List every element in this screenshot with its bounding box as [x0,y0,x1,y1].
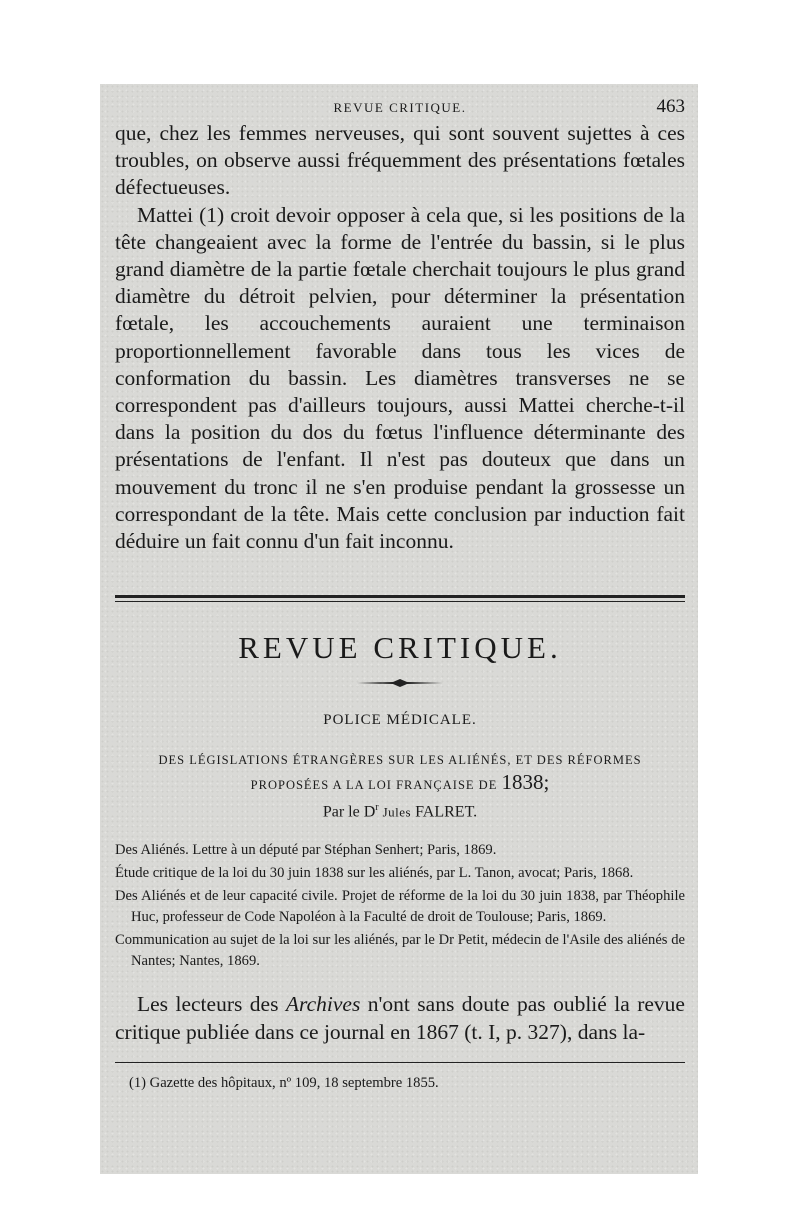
article-subtitle-line1: DES LÉGISLATIONS ÉTRANGÈRES SUR LES ALIÉNÉS, ET DES RÉFORMES [158,753,642,768]
author-first-name: Jules [382,804,412,820]
section-subhead: POLICE MÉDICALE. [323,712,477,729]
article-subtitle [115,749,685,796]
body-paragraph-mattei: Mattei (1) croit devoir opposer à cela que, si les positions de la tête changeaient avec la forme de l'entrée du bassin, si le plus grand diamètre de la partie fœtale cherchait toujours le plus grand diamètre du détroit pelvien, pour déterminer la présentation fœtale, les accouchements auraient une terminaison proportionnellement favorable dans tous les vices de conformation du bassin. Les diamètres transverses ne se correspondent pas d'ailleurs toujours, aussi Mattei cherche-t-il dans la position du dos du fœtus l'influence déterminante des présentations de l'enfant. Il n'est pas douteux que dans un mouvement du tronc il ne s'en produise pendant la grossesse un correspondant de la tête. Mais cette conclusion par induction fait déduire un fait connu d'un fait inconnu. [115,202,685,554]
article-subtitle-line2 [115,771,685,796]
closing-after-italic: n'ont sans doute pas oublié la revue critique publiée dans ce journal en 1867 (t. I, p. 327), dans la- [115,991,685,1044]
closing-paragraph [115,990,685,1046]
body-paragraph-continued: que, chez les femmes nerveuses, qui sont souvent sujettes à ces troubles, on observe aussi fréquemment des présentations fœtales défectueuses. [115,121,685,200]
closing-paragraph-text [115,990,685,1046]
reference-item: Des Aliénés et de leur capacité civile. Projet de réforme de la loi du 30 juin 1838, par Théophile Huc, professeur de Code Napoléon à la Faculté de droit de Toulouse; Paris, 1869. [115,887,685,925]
page-text-area [115,90,685,1092]
author-prefix: Par le D [322,803,376,821]
running-head [115,90,685,120]
ornament-dash [355,678,445,688]
footnote-rule [115,1062,685,1063]
reference-item: Des Aliénés. Lettre à un député par Stéphan Senhert; Paris, 1869. [115,841,497,858]
section-divider-rule [115,595,685,602]
author-prefix-sup: r [375,802,379,814]
article-subtitle-line2-text: PROPOSÉES A LA LOI FRANÇAISE DE [250,778,498,793]
section-title: REVUE CRITIQUE. [238,630,562,666]
reference-list [115,840,685,972]
page-number: 463 [656,96,685,117]
article-subtitle-year: 1838; [501,770,550,795]
running-head-title: REVUE CRITIQUE. [333,100,467,115]
footnote: (1) Gazette des hôpitaux, nº 109, 18 septembre 1855. [129,1074,439,1091]
article-author [115,802,685,821]
reference-item: Étude critique de la loi du 30 juin 1838 sur les aliénés, par L. Tanon, avocat; Paris, 1868. [115,864,634,881]
author-last-name: FALRET. [415,803,478,821]
closing-italic-archives: Archives [285,991,361,1016]
reference-item: Communication au sujet de la loi sur les aliénés, par le Dr Petit, médecin de l'Asile des aliénés de Nantes; Nantes, 1869. [115,931,685,969]
closing-before-italic: Les lecteurs des [137,991,286,1016]
